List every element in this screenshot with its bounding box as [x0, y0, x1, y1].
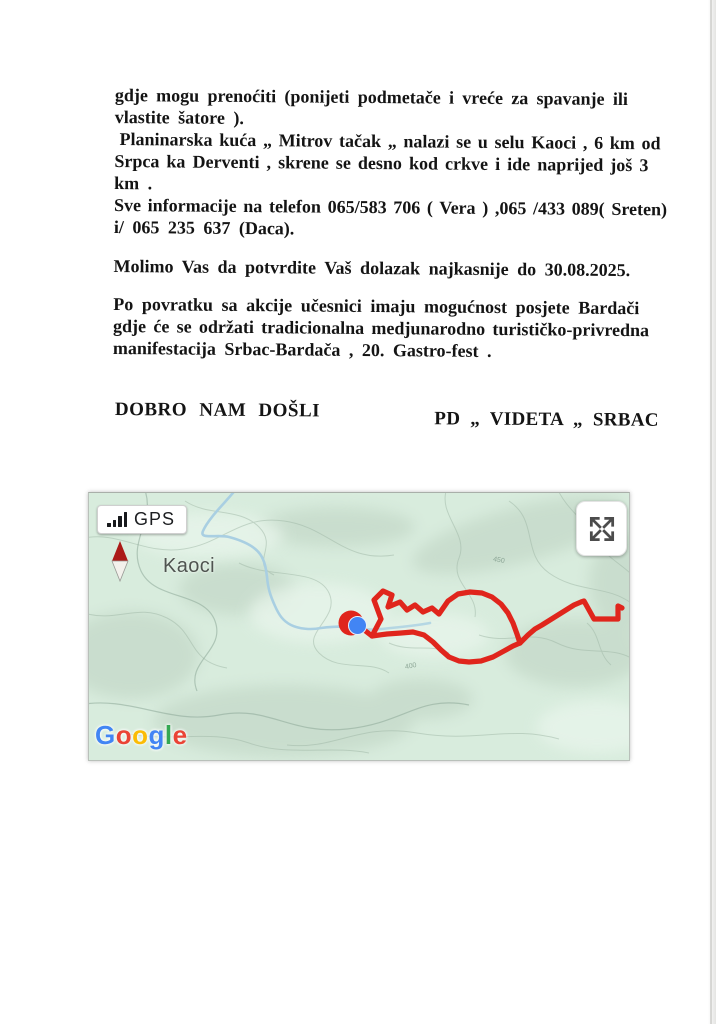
text-line: i/ 065 235 637 (Daca). [113, 216, 295, 239]
fullscreen-button[interactable] [576, 501, 627, 556]
text-line: Srpca ka Derventi , skrene se desno kod crkve i ide naprijed još 3 [114, 150, 649, 176]
fullscreen-icon [586, 513, 618, 545]
paragraph [113, 293, 667, 363]
google-logo-letter: g [148, 720, 165, 750]
signal-bars-icon [107, 512, 127, 527]
text-line: Po povratku sa akcije učesnici imaju mogućnost posjete Bardači [113, 293, 640, 319]
text-line: Molimo Vas da potvrdite Vaš dolazak najkasnije do 30.08.2025. [113, 255, 631, 281]
text-line: manifestacija Srbac-Bardača , 20. Gastro-fest . [112, 337, 492, 361]
place-label: Kaoci [163, 555, 216, 577]
contour-elevation-label: 450 [492, 556, 506, 565]
gps-badge [97, 505, 187, 534]
google-logo-letter: o [115, 720, 133, 750]
text-line: vlastite šatore ). [114, 106, 244, 129]
closing-row [114, 399, 668, 431]
map-image [88, 492, 630, 761]
paragraph [114, 128, 668, 198]
text-line: gdje mogu prenoćiti (ponijeti podmetače i vreće za spavanje ili [114, 84, 628, 110]
paragraph [114, 194, 667, 242]
contour-elevation-label: 400 [404, 661, 418, 672]
text-line: km . [114, 172, 153, 194]
gps-label: GPS [134, 509, 176, 529]
text-line: gdje će se održati tradicionalna medjunarodno turističko-privredna [113, 315, 650, 341]
text-line: Sve informacije na telefon 065/583 706 ( Vera ) ,065 /433 089( Sreten) [113, 194, 668, 220]
paragraph [113, 255, 666, 281]
paragraph [115, 84, 668, 132]
text-line: Planinarska kuća „ Mitrov tačak „ nalazi se u selu Kaoci , 6 km od [119, 129, 661, 154]
body-text [113, 84, 668, 363]
north-arrow-icon [108, 539, 132, 583]
signature-text: PD „ VIDETA „ SRBAC [434, 408, 659, 431]
google-logo-letter: o [132, 720, 149, 750]
google-logo[interactable] [95, 720, 188, 751]
welcome-text: DOBRO NAM DOŠLI [114, 399, 321, 422]
google-logo-letter: G [95, 720, 116, 750]
google-logo-letter: e [172, 720, 188, 750]
google-logo-letter: l [164, 720, 173, 750]
scan-edge-line [710, 0, 712, 1024]
